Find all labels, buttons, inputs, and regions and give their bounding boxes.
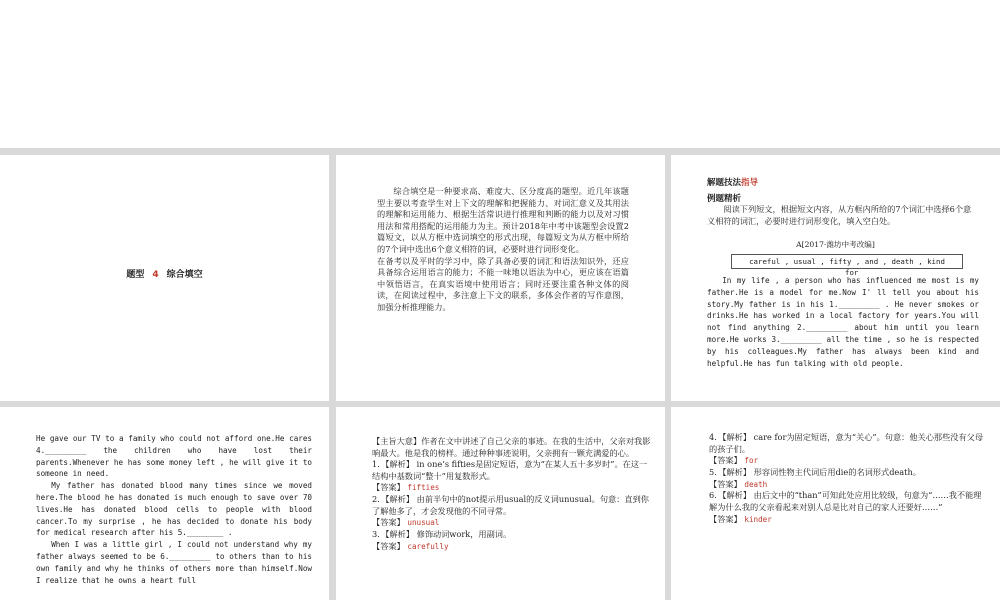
section-title xyxy=(0,267,329,280)
technique-heading xyxy=(707,176,758,188)
word-box-extra: for xyxy=(845,268,859,277)
answer-line xyxy=(709,455,989,467)
answer-value: carefully xyxy=(407,541,449,551)
analysis-item xyxy=(372,529,652,541)
section-prefix: 题型 xyxy=(126,270,145,280)
answer-value: unusual xyxy=(407,518,440,528)
item-number: 5． xyxy=(709,466,723,477)
answer-label: 【答案】 xyxy=(372,540,405,551)
passage-paragraph-1: He gave our TV to a family who could not afford one.He cares 4._________ the children who have lost their parents.Whenever he has some money left , he will give it to someone in need. xyxy=(36,434,312,479)
answer-label: 【答案】 xyxy=(709,478,742,489)
analysis-item xyxy=(709,432,989,455)
analysis-label: 【解析】 xyxy=(722,432,752,442)
word-box: careful , usual , fifty , and , death , kind xyxy=(731,254,963,269)
passage-paragraph-2: My father has donated blood many times since we moved here.The blood he has donated is much enough to save over 70 lives.He has donated blood cells to people with blood cancer.To my surprise , he has decided to donate his body for medical research after his 5.________ . xyxy=(36,481,312,538)
analysis-item xyxy=(372,459,652,482)
answer-value: fifties xyxy=(407,483,440,493)
analysis-text: 形容词性物主代词后用die的名词形式death。 xyxy=(753,466,921,477)
answer-line xyxy=(372,517,652,529)
summary-label: 【主旨大意】 xyxy=(372,436,422,446)
analysis-text: 由后文中的“than”可知此处应用比较级，句意为“……我不能理解为什么我的父亲看起来对别人总是比对自己的家人还要好……” xyxy=(709,490,982,512)
slide-thumbnail-5[interactable] xyxy=(336,407,665,600)
slide-thumbnail-6[interactable] xyxy=(671,407,1000,600)
answer-line xyxy=(372,482,652,494)
item-number: 4． xyxy=(709,432,723,442)
passage-continued xyxy=(36,433,312,586)
analysis-text: in one’s fifties是固定短语，意为“在某人五十多岁时”。在这一结构中基数词“整十”用复数形式。 xyxy=(372,459,648,481)
slide-thumbnail-2[interactable] xyxy=(336,155,665,401)
answer-line xyxy=(709,479,989,491)
analysis-label: 【解析】 xyxy=(385,494,415,505)
passage-text: In my life , a person who has influenced me most is my father.He is a model for me.Now I' ll tell you about his story.My father is in his 1._________ . He never smokes or drinks.He has worked in a local factory for years.You will not find anything 2._________ about him until you learn more.He works 3._________ all the time , so he is respected by his colleagues.My father has always been kind and helpful.He has fun talking with old people. xyxy=(707,276,979,368)
slide-thumbnail-1[interactable] xyxy=(0,155,329,401)
summary xyxy=(372,436,652,459)
analysis-text: 由前半句中的not提示用usual的反义词unusual。句意：直到你了解他多了，才会发现他的不同寻常。 xyxy=(372,494,649,516)
answer-label: 【答案】 xyxy=(372,482,405,493)
answer-value: kinder xyxy=(744,514,772,524)
analysis-item xyxy=(709,490,989,513)
answer-value: death xyxy=(744,479,768,489)
analysis-label: 【解析】 xyxy=(722,490,752,501)
intro-text xyxy=(377,186,629,314)
answer-line xyxy=(372,541,652,553)
analysis-block xyxy=(709,432,989,525)
analysis-label: 【解析】 xyxy=(385,459,415,470)
answer-value: for xyxy=(744,456,759,466)
item-number: 2． xyxy=(372,494,386,505)
analysis-item xyxy=(709,467,989,479)
instruction-text: 阅读下列短文，根据短文内容，从方框内所给的7个词汇中选择6个意义相符的词汇，必要时进行词形变化，填入空白处。 xyxy=(707,204,972,226)
answer-label: 【答案】 xyxy=(709,513,742,524)
answer-line xyxy=(709,514,989,526)
item-number: 1． xyxy=(372,459,386,470)
item-number: 6． xyxy=(709,490,723,501)
technique-heading-accent: 指导 xyxy=(741,178,759,188)
answer-label: 【答案】 xyxy=(372,517,405,528)
analysis-label: 【解析】 xyxy=(722,466,752,477)
section-name: 综合填空 xyxy=(166,270,203,280)
technique-heading-main: 解题技法 xyxy=(707,178,742,188)
intro-paragraph-1: 综合填空是一种要求高、难度大、区分度高的题型。近几年该题型主要以考查学生对上下文的理解和把握能力、对词汇意义及其用法的理解和运用能力、根据生活常识进行推理和判断的能力以及对习惯用法和常用搭配的运用能力为主。预计2018年中考中该题型会设置2篇短文，以从方框中选词填空的形式出现，每篇短文为从方框中所给的7个词中选出6个意义相符的词，必要时进行词形变化。 xyxy=(377,186,629,254)
slide-thumbnail-3[interactable] xyxy=(671,155,1000,401)
passage-paragraph-3: When I was a little girl , I could not understand why my father always seemed to be 6._________ to others than to his own family and why he thinks of others more than himself.Now I realize that he owns a heart full xyxy=(36,540,312,585)
analysis-text: 修饰动词work，用副词。 xyxy=(416,529,512,540)
intro-paragraph-2: 在备考以及平时的学习中，除了具备必要的词汇和语法知识外，还应具备综合运用语言的能力；不能一味地以语法为中心，更应该在语篇中领悟语言，在真实语境中使用语言；同时还要注重各种文体的阅读，在阅读过程中，多注意上下文的联系，多体会作者的写作意图，加强分析推理能力。 xyxy=(377,255,629,312)
source-label: A[2017·潍坊中考改编] xyxy=(796,240,875,249)
example-heading: 例题精析 xyxy=(707,194,742,204)
analysis-text: care for为固定短语，意为“关心”。句意：他关心那些没有父母的孩子们。 xyxy=(709,432,984,454)
slide-thumbnail-4[interactable] xyxy=(0,407,329,600)
analysis-label: 【解析】 xyxy=(385,529,415,540)
item-number: 3． xyxy=(372,529,386,540)
section-number: 4 xyxy=(152,270,159,280)
analysis-item xyxy=(372,494,652,517)
analysis-block xyxy=(372,436,652,553)
summary-text: 作者在文中讲述了自己父亲的事迹。在我的生活中，父亲对我影响最大。他是我的榜样。通过种种事迹说明，父亲拥有一颗充满爱的心。 xyxy=(372,436,651,458)
answer-label: 【答案】 xyxy=(709,455,742,466)
